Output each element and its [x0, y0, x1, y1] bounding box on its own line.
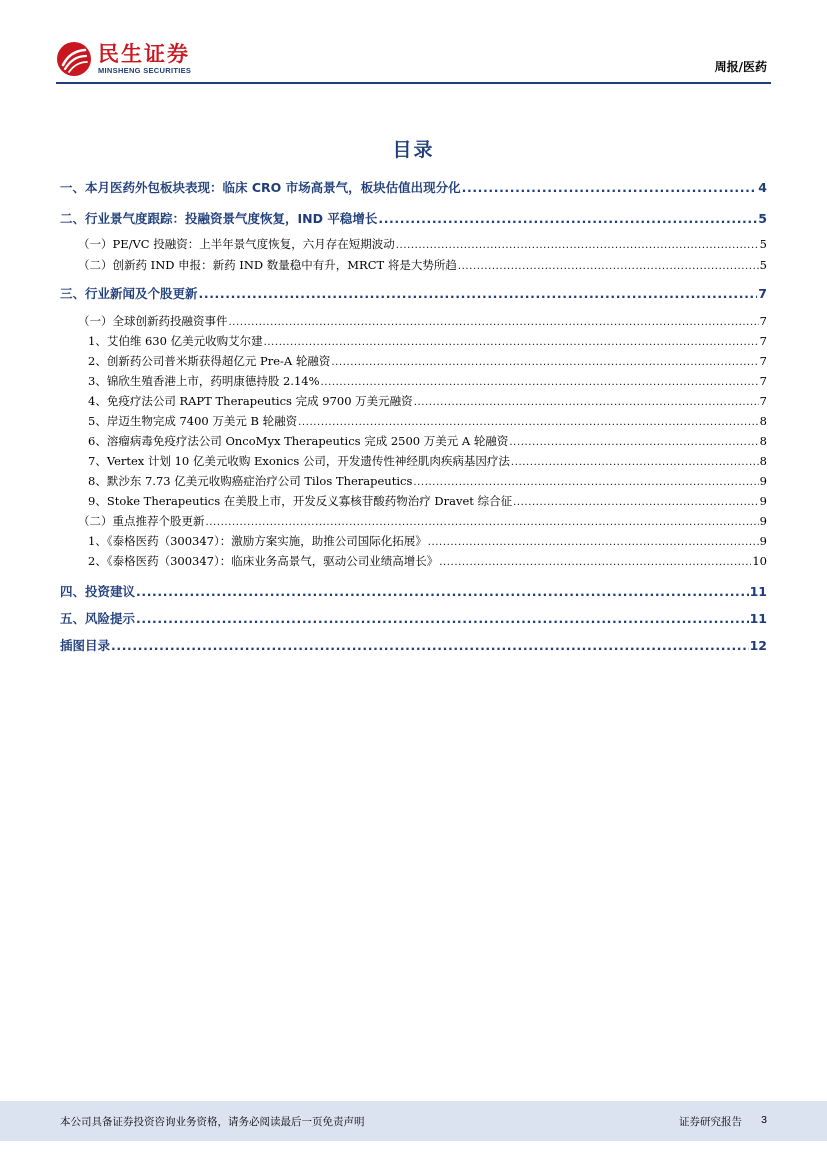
toc-dot-leader [199, 286, 758, 301]
toc-entry-label: 1、《泰格医药（300347）：激励方案实施，助推公司国际化拓展》 [88, 534, 427, 548]
toc-entry-label: 三、行业新闻及个股更新 [60, 286, 198, 301]
toc-entry[interactable] [60, 209, 767, 227]
toc-entry[interactable] [60, 636, 767, 654]
footer-page-number: 3 [761, 1114, 767, 1126]
toc-entry-label: 2、《泰格医药（300347）：临床业务高景气，驱动公司业绩高增长》 [88, 554, 439, 568]
toc-entry[interactable] [60, 413, 767, 429]
toc-dot-leader [413, 477, 758, 488]
toc-entry-label: 3、锦欣生殖香港上市，药明康德持股 2.14% [88, 374, 320, 388]
toc-dot-leader [509, 437, 758, 448]
toc-dot-leader [378, 211, 757, 226]
toc-entry[interactable] [60, 493, 767, 509]
toc-dot-leader [136, 584, 749, 599]
toc-dot-leader [206, 517, 759, 528]
page-header [0, 0, 827, 90]
document-type-label: 周报/医药 [714, 60, 767, 74]
toc-entry[interactable] [60, 553, 767, 569]
toc-entry-page: 5 [758, 211, 767, 226]
toc-entry-label: 7、Vertex 计划 10 亿美元收购 Exonics 公司，开发遗传性神经肌肉疾病基因疗法 [88, 454, 510, 468]
toc-title: 目录 [392, 139, 435, 161]
toc-entry-label: 4、免疫疗法公司 RAPT Therapeutics 完成 9700 万美元融资 [88, 394, 413, 408]
header-divider [56, 82, 771, 84]
toc-entry[interactable] [60, 373, 767, 389]
toc-entry-page: 7 [758, 286, 767, 301]
toc-entry-page: 8 [759, 414, 767, 428]
toc-entry[interactable] [60, 284, 767, 302]
toc-entry-page: 8 [759, 434, 767, 448]
toc-entry-label: 1、艾伯维 630 亿美元收购艾尔建 [88, 334, 263, 348]
toc-dot-leader [331, 357, 758, 368]
toc-entry-label: （二）创新药 IND 申报：新药 IND 数量稳中有升，MRCT 将是大势所趋 [78, 258, 457, 272]
toc-entry-label: （一）全球创新药投融资事件 [78, 314, 228, 328]
toc-entry-label: 6、溶瘤病毒免疫疗法公司 OncoMyx Therapeutics 完成 2500 万美元 A 轮融资 [88, 434, 509, 448]
logo-english-name: MINSHENG SECURITIES [98, 66, 192, 75]
footer-disclaimer: 本公司具备证券投资咨询业务资格，请务必阅读最后一页免责声明 [60, 1116, 365, 1128]
toc-entry-page: 8 [759, 454, 767, 468]
toc-entry-label: 8、默沙东 7.73 亿美元收购癌症治疗公司 Tilos Therapeutics [88, 474, 413, 488]
toc-dot-leader [511, 457, 759, 468]
toc-entry[interactable] [60, 533, 767, 549]
toc-entry-page: 12 [749, 638, 767, 653]
toc-dot-leader [298, 417, 759, 428]
toc-entry[interactable] [60, 333, 767, 349]
toc-dot-leader [111, 638, 749, 653]
toc-entry-page: 7 [759, 314, 767, 328]
minsheng-logo [56, 38, 191, 80]
toc-entry-page: 10 [752, 554, 767, 568]
toc-entry-page: 5 [759, 258, 767, 272]
footer-report-type: 证券研究报告 [679, 1116, 742, 1128]
toc-entry[interactable] [60, 513, 767, 529]
toc-entry[interactable] [60, 178, 767, 196]
toc-dot-leader [428, 537, 759, 548]
toc-dot-leader [229, 317, 759, 328]
toc-entry-label: （一）PE/VC 投融资：上半年景气度恢复，六月存在短期波动 [78, 237, 395, 251]
toc-entry-page: 7 [759, 354, 767, 368]
toc-entry-label: （二）重点推荐个股更新 [78, 514, 205, 528]
toc-entry-page: 7 [759, 374, 767, 388]
toc-entry[interactable] [60, 473, 767, 489]
toc-dot-leader [439, 557, 751, 568]
toc-entry[interactable] [60, 609, 767, 627]
toc-entry-label: 9、Stoke Therapeutics 在美股上市，开发反义寡核苷酸药物治疗 Dravet 综合征 [88, 494, 513, 508]
toc-dot-leader [513, 497, 759, 508]
toc-dot-leader [396, 240, 759, 251]
toc-entry-page: 7 [759, 394, 767, 408]
toc-dot-leader [458, 261, 759, 272]
toc-dot-leader [136, 611, 749, 626]
page-footer [0, 1101, 827, 1141]
toc-entry[interactable] [60, 257, 767, 273]
toc-entry-label: 二、行业景气度跟踪：投融资景气度恢复，IND 平稳增长 [60, 211, 378, 226]
toc-entry-page: 9 [759, 534, 767, 548]
logo-chinese-name: 民生证券 [98, 42, 190, 66]
toc-entry-page: 11 [749, 584, 767, 599]
toc-entry-page: 9 [759, 474, 767, 488]
toc-entry-label: 插图目录 [60, 638, 111, 653]
toc-entry[interactable] [60, 453, 767, 469]
toc-entry-label: 5、岸迈生物完成 7400 万美元 B 轮融资 [88, 414, 298, 428]
toc-entry[interactable] [60, 433, 767, 449]
toc-dot-leader [264, 337, 759, 348]
toc-entry[interactable] [60, 353, 767, 369]
toc-dot-leader [462, 180, 758, 195]
toc-entry-page: 11 [749, 611, 767, 626]
toc-entry[interactable] [60, 236, 767, 252]
toc-entry[interactable] [60, 393, 767, 409]
toc-entry-label: 2、创新药公司普米斯获得超亿元 Pre-A 轮融资 [88, 354, 331, 368]
toc-entry-label: 五、风险提示 [60, 611, 136, 626]
minsheng-logo-icon [56, 41, 92, 77]
toc-entry-page: 9 [759, 514, 767, 528]
toc-entry[interactable] [60, 582, 767, 600]
toc-entry-label: 四、投资建议 [60, 584, 136, 599]
toc-dot-leader [414, 397, 759, 408]
toc-dot-leader [321, 377, 759, 388]
toc-entry-page: 4 [758, 180, 767, 195]
toc-entry-page: 7 [759, 334, 767, 348]
toc-entry-page: 9 [759, 494, 767, 508]
toc-entry-label: 一、本月医药外包板块表现：临床 CRO 市场高景气，板块估值出现分化 [60, 180, 461, 195]
toc-entry-page: 5 [759, 237, 767, 251]
toc-entry[interactable] [60, 313, 767, 329]
